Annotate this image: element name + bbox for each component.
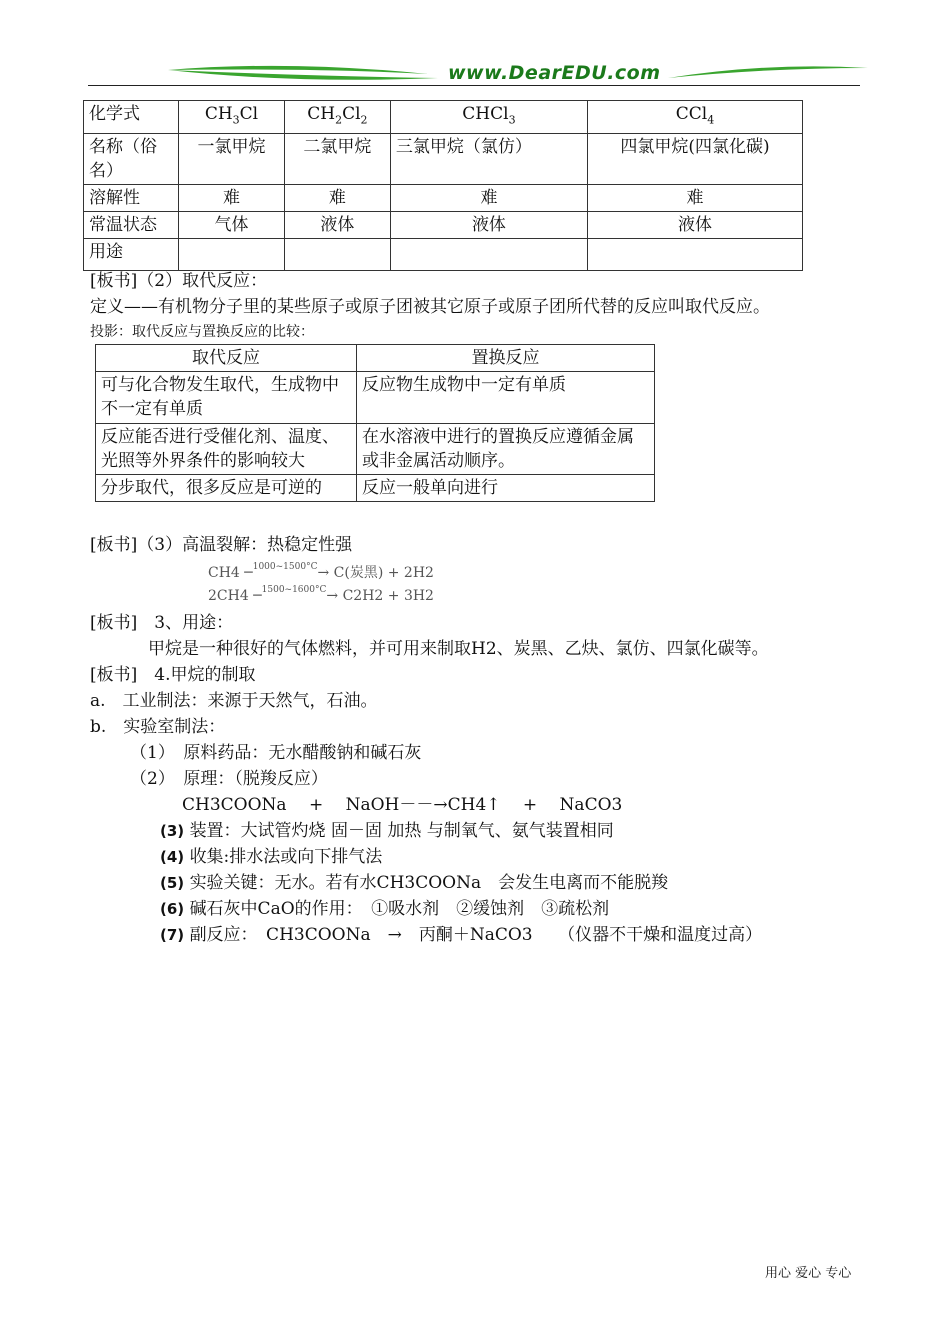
table-cell: 反应能否进行受催化剂、温度、光照等外界条件的影响较大 bbox=[96, 424, 357, 475]
table-cell: 用途 bbox=[84, 239, 179, 271]
board-note-uses: [板书] 3、用途： bbox=[90, 613, 234, 633]
table-cell bbox=[284, 239, 390, 271]
table-cell: 反应一般单向进行 bbox=[357, 475, 655, 502]
table-cell: 一氯甲烷 bbox=[179, 134, 285, 185]
table-cell bbox=[390, 239, 587, 271]
item-number: (7) bbox=[160, 926, 185, 944]
item-number: (5) bbox=[160, 874, 185, 892]
equation-1-right: C(炭黑) + 2H2 bbox=[333, 565, 434, 581]
table-row bbox=[96, 424, 655, 475]
comparison-table bbox=[95, 344, 655, 502]
board-note-pyrolysis: [板书]（3）高温裂解：热稳定性强 bbox=[90, 535, 353, 555]
table-cell: 难 bbox=[390, 185, 587, 212]
table-cell: 可与化合物发生取代，生成物中不一定有单质 bbox=[96, 372, 357, 424]
equation-2-condition: 1500~1600°C bbox=[261, 585, 327, 595]
item-apparatus bbox=[160, 819, 614, 843]
projection-title: 投影：取代反应与置换反应的比较： bbox=[90, 324, 314, 340]
table-cell: 溶解性 bbox=[84, 185, 179, 212]
table-row bbox=[96, 475, 655, 502]
table-cell: $CH_2Cl_2$ bbox=[284, 101, 390, 134]
industrial-method: a. 工业制法：来源于天然气，石油。 bbox=[90, 691, 378, 711]
page-header bbox=[88, 58, 860, 88]
table-cell: 化学式 bbox=[84, 101, 179, 134]
item-number: (4) bbox=[160, 848, 185, 866]
table-cell: 反应物生成物中一定有单质 bbox=[357, 372, 655, 424]
table-cell: 液体 bbox=[390, 212, 587, 239]
table-cell: 名称（俗名） bbox=[84, 134, 179, 185]
item-text: 副反应： CH3COONa → 丙酮＋NaCO3 （仪器不干燥和温度过高） bbox=[189, 925, 763, 945]
item-text: 实验关键：无水。若有水CH3COONa 会发生电离而不能脱羧 bbox=[189, 873, 669, 893]
table-cell: 液体 bbox=[284, 212, 390, 239]
table-cell: 四氯甲烷(四氯化碳) bbox=[588, 134, 803, 185]
table-cell: 二氯甲烷 bbox=[284, 134, 390, 185]
table-cell: 难 bbox=[284, 185, 390, 212]
item-number: (6) bbox=[160, 900, 185, 918]
footer-text: 用心 爱心 专心 bbox=[765, 1266, 852, 1281]
table-cell: CHCl$_3$ bbox=[390, 101, 587, 134]
table-row bbox=[96, 372, 655, 424]
equation-2-right: C2H2 + 3H2 bbox=[342, 588, 434, 604]
table-row bbox=[84, 185, 803, 212]
table-cell: 分步取代，很多反应是可逆的 bbox=[96, 475, 357, 502]
table-cell: 气体 bbox=[179, 212, 285, 239]
table-row bbox=[84, 101, 803, 134]
item-text: 碱石灰中CaO的作用： ①吸水剂 ②缓蚀剂 ③疏松剂 bbox=[189, 899, 610, 919]
item-cao-role bbox=[160, 897, 609, 921]
board-note-substitution: [板书]（2）取代反应： bbox=[90, 271, 268, 291]
equation-2-left: 2CH4 bbox=[208, 588, 249, 604]
principle: （2） 原理：（脱羧反应） bbox=[130, 769, 328, 789]
logo-text: www.DearEDU.com bbox=[448, 62, 661, 84]
table-row bbox=[84, 239, 803, 271]
table-cell: 难 bbox=[179, 185, 285, 212]
item-side-reaction bbox=[160, 923, 762, 947]
table-cell: 三氯甲烷（氯仿） bbox=[390, 134, 587, 185]
table-cell bbox=[179, 239, 285, 271]
item-text: 装置：大试管灼烧 固－固 加热 与制氧气、氨气装置相同 bbox=[189, 821, 614, 841]
equation-2: 2CH4 ─$^{1500\sim 1600^\circ C}$→ C2H2 + 3H2 bbox=[208, 585, 434, 604]
item-number: (3) bbox=[160, 822, 185, 840]
board-note-preparation: [板书] 4.甲烷的制取 bbox=[90, 665, 256, 685]
table-header-cell: 取代反应 bbox=[96, 345, 357, 372]
raw-materials: （1） 原料药品：无水醋酸钠和碱石灰 bbox=[130, 743, 422, 763]
chloromethane-table bbox=[83, 100, 803, 271]
table-cell: 液体 bbox=[588, 212, 803, 239]
item-key-point bbox=[160, 871, 668, 895]
uses-text: 甲烷是一种很好的气体燃料，并可用来制取H2、炭黑、乙炔、氯仿、四氯化碳等。 bbox=[148, 639, 769, 659]
main-reaction: CH3COONa + NaOH－－→CH4↑ + NaCO3 bbox=[182, 795, 623, 815]
table-row bbox=[84, 134, 803, 185]
header-rule bbox=[88, 85, 860, 86]
item-collection bbox=[160, 845, 382, 869]
equation-1: CH4 ─$^{1000\sim 1500^\circ C}$→ C(炭黑) + 2H2 bbox=[208, 562, 434, 581]
item-text: 收集:排水法或向下排气法 bbox=[189, 847, 383, 867]
table-cell: 常温状态 bbox=[84, 212, 179, 239]
table-cell: $CH_3Cl$ bbox=[179, 101, 285, 134]
definition-text: 定义——有机物分子里的某些原子或原子团被其它原子或原子团所代替的反应叫取代反应。 bbox=[90, 297, 770, 317]
table-header-cell: 置换反应 bbox=[357, 345, 655, 372]
table-cell: CCl$_4$ bbox=[588, 101, 803, 134]
table-header-row bbox=[96, 345, 655, 372]
equation-1-condition: 1000~1500°C bbox=[252, 562, 318, 572]
table-cell: 在水溶液中进行的置换反应遵循金属或非金属活动顺序。 bbox=[357, 424, 655, 475]
table-cell bbox=[588, 239, 803, 271]
table-cell: 难 bbox=[588, 185, 803, 212]
table-row bbox=[84, 212, 803, 239]
lab-method: b. 实验室制法： bbox=[90, 717, 226, 737]
equation-1-left: CH4 bbox=[208, 565, 240, 581]
